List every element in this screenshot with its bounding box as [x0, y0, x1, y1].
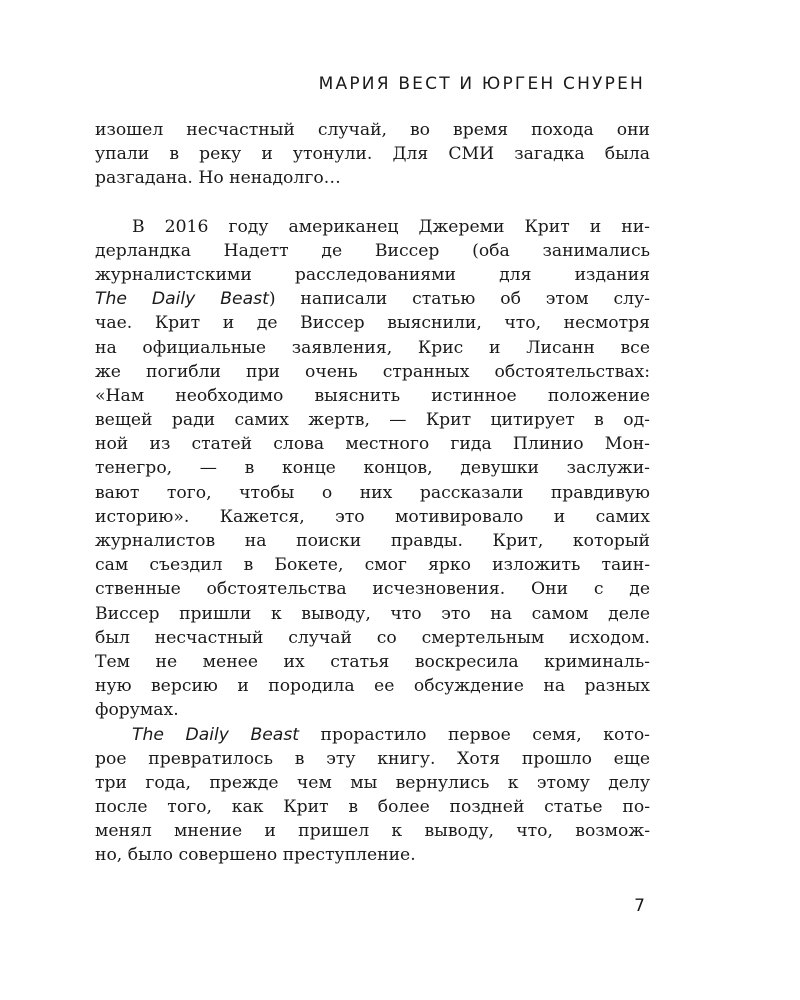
text-fragment: ) написали статью об этом слу-	[268, 289, 650, 310]
text-line: три года, прежде чем мы вернулись к этому делу	[95, 772, 650, 793]
paragraph-gap	[95, 191, 650, 215]
text-line: сам съездил в Бокете, смог ярко изложить таин-	[95, 555, 650, 576]
paragraph-2	[95, 215, 650, 723]
text-line: форумах.	[95, 700, 179, 721]
publication-title: The Daily Beast	[95, 289, 269, 310]
text-line: на официальные заявления, Крис и Лисанн все	[95, 337, 650, 358]
text-line: ную версию и породила ее обсуждение на разных	[95, 676, 650, 697]
text-line: разгадана. Но ненадолго…	[95, 168, 341, 189]
text-line: журналистскими расследованиями для издания	[95, 264, 650, 285]
text-line	[95, 723, 650, 747]
text-line: изошел несчастный случай, во время похода они	[95, 120, 650, 140]
text-line: ной из статей слова местного гида Плинио Мон-	[95, 434, 650, 455]
text-line: вают того, чтобы о них рассказали правдивую	[95, 482, 650, 503]
text-line: тенегро, — в конце концов, девушки заслужи-	[95, 458, 650, 479]
paragraph-1	[95, 118, 650, 191]
text-line: В 2016 году американец Джереми Крит и ни-	[132, 216, 650, 237]
running-header: МАРИЯ ВЕСТ И ЮРГЕН СНУРЕН	[318, 74, 645, 94]
publication-title: The Daily Beast	[132, 724, 300, 745]
text-line: рое превратилось в эту книгу. Хотя прошло еще	[95, 748, 650, 769]
text-line: упали в реку и утонули. Для СМИ загадка была	[95, 144, 650, 165]
text-line: был несчастный случай со смертельным исходом.	[95, 627, 650, 648]
text-line: Тем не менее их статья воскресила криминаль-	[95, 651, 650, 672]
text-line: историю». Кажется, это мотивировало и самих	[95, 506, 650, 527]
text-line: Виссер пришли к выводу, что это на самом деле	[95, 603, 650, 624]
text-line	[95, 287, 650, 311]
paragraph-3	[95, 723, 650, 868]
page-number: 7	[634, 896, 645, 916]
text-line: же погибли при очень странных обстоятельствах:	[95, 361, 650, 382]
text-line: «Нам необходимо выяснить истинное положение	[95, 385, 650, 406]
text-line: журналистов на поиски правды. Крит, который	[95, 531, 650, 551]
text-line: вещей ради самих жертв, — Крит цитирует в од-	[95, 410, 650, 431]
text-line: ственные обстоятельства исчезновения. Они с де	[95, 579, 650, 600]
body-text	[95, 118, 650, 868]
text-fragment: прорастило первое семя, кото-	[299, 724, 650, 745]
text-line: но, было совершено преступление.	[95, 845, 416, 866]
text-line: после того, как Крит в более поздней статье по-	[95, 797, 650, 818]
text-line: чае. Крит и де Виссер выяснили, что, несмотря	[95, 313, 650, 334]
text-line: менял мнение и пришел к выводу, что, возмож-	[95, 821, 650, 842]
text-line: дерландка Надетт де Виссер (оба занимались	[95, 240, 650, 261]
